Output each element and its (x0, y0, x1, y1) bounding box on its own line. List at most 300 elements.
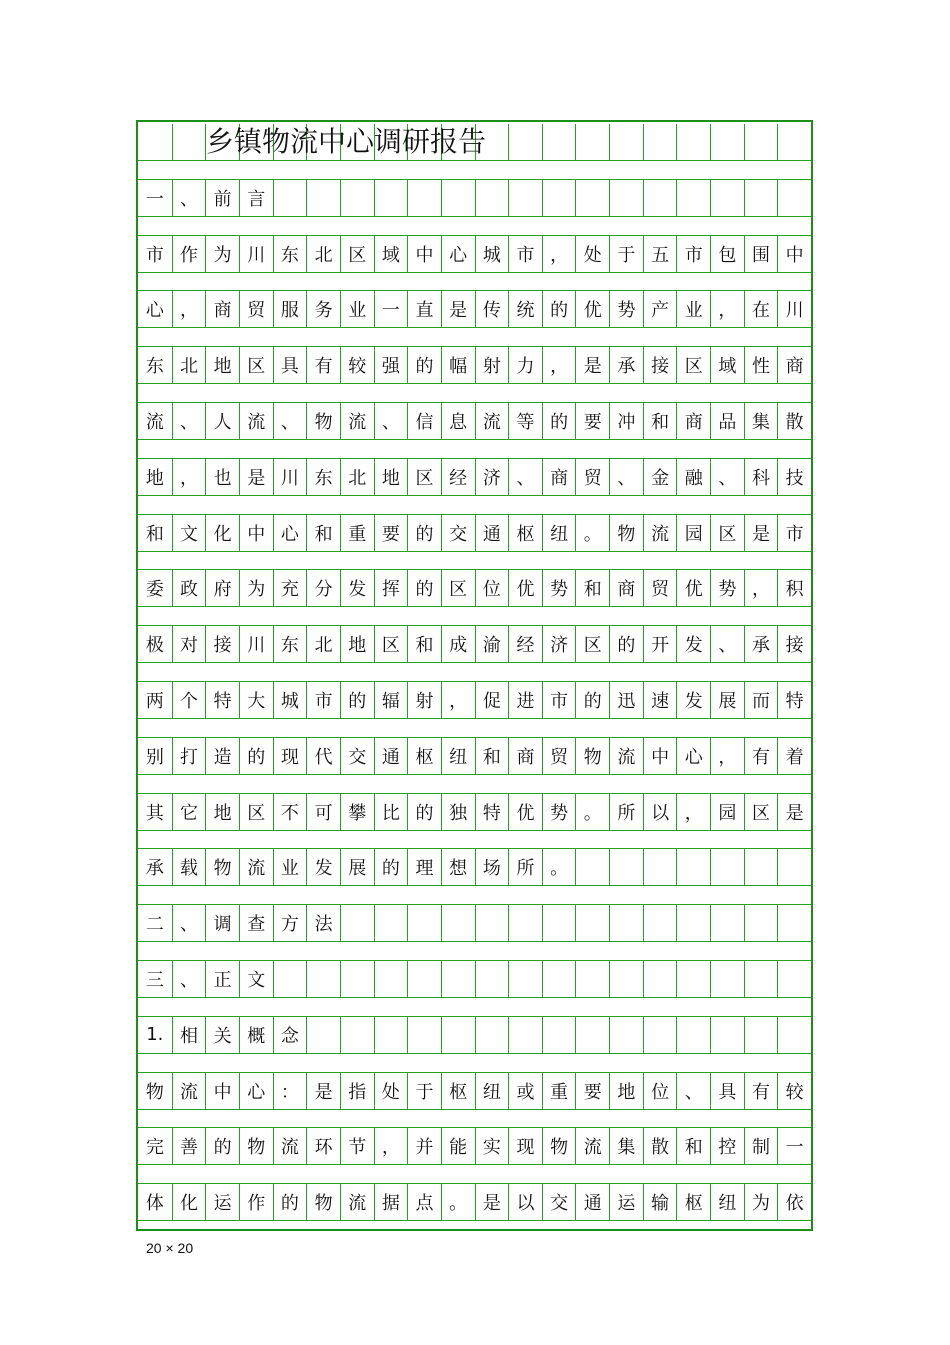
grid-cell: 区 (239, 794, 273, 830)
grid-cell: 依 (777, 1184, 811, 1220)
grid-cell: 贸 (239, 291, 273, 327)
grid-cell: 是 (306, 1073, 340, 1109)
grid-cell: 是 (239, 459, 273, 495)
grid-cell (306, 180, 340, 216)
grid-cell: 相 (172, 1017, 206, 1053)
grid-cell: 位 (643, 1073, 677, 1109)
grid-cell: 、 (172, 961, 206, 997)
grid-cell: 流 (145, 412, 164, 433)
grid-cell: 处 (374, 1073, 408, 1109)
grid-cell: 流 (340, 403, 374, 439)
grid-cell (777, 849, 811, 885)
text-row (138, 738, 811, 774)
grid-cell: 等 (508, 403, 542, 439)
grid-cell (710, 905, 744, 941)
grid-cell (340, 905, 374, 941)
grid-cell: 承 (609, 347, 643, 383)
grid-cell: 散 (777, 403, 811, 439)
grid-cell: 。 (441, 1184, 475, 1220)
grid-cell: 优 (508, 570, 542, 606)
grid-cell: 统 (508, 291, 542, 327)
grid-cell: 现 (273, 738, 307, 774)
grid-cell (710, 961, 744, 997)
grid-cell: 辐 (374, 682, 408, 718)
grid-cell (441, 1017, 475, 1053)
grid-cell: 优 (676, 570, 710, 606)
grid-cell: 输 (643, 1184, 677, 1220)
grid-cell: 力 (508, 347, 542, 383)
grid-cell (609, 124, 643, 160)
row-divider (138, 160, 811, 161)
grid-cell: 以 (508, 1184, 542, 1220)
grid-cell: 纽 (475, 1073, 509, 1109)
grid-cell: 能 (441, 1128, 475, 1164)
grid-cell (710, 124, 744, 160)
grid-cell (643, 1017, 677, 1053)
grid-cell: 分 (306, 570, 340, 606)
grid-cell: 所 (609, 794, 643, 830)
grid-cell: 射 (475, 347, 509, 383)
grid-cell: 的 (542, 403, 576, 439)
grid-cell: 交 (340, 738, 374, 774)
grid-cell: 物 (306, 403, 340, 439)
grid-cell: 查 (239, 905, 273, 941)
grid-cell: 东 (273, 626, 307, 662)
grid-cell: 化 (172, 1184, 206, 1220)
grid-cell (575, 1017, 609, 1053)
grid-cell (575, 961, 609, 997)
grid-cell: 完 (145, 1137, 164, 1159)
grid-cell: 理 (407, 849, 441, 885)
grid-cell: 要 (374, 515, 408, 551)
grid-cell: 传 (475, 291, 509, 327)
grid-cell: 充 (273, 570, 307, 606)
grid-cell: 枢 (407, 738, 441, 774)
grid-cell: 区 (710, 515, 744, 551)
grid-cell (643, 849, 677, 885)
grid-cell: ， (710, 738, 744, 774)
grid-cell: 区 (340, 236, 374, 272)
grid-cell: 强 (374, 347, 408, 383)
grid-cell: 运 (609, 1184, 643, 1220)
grid-cell (676, 180, 710, 216)
grid-cell: 势 (710, 570, 744, 606)
grid-cell: 的 (340, 682, 374, 718)
grid-cell: 有 (744, 1073, 778, 1109)
grid-cell: 集 (609, 1128, 643, 1164)
grid-cell: 一 (145, 188, 164, 210)
grid-cell: 载 (172, 849, 206, 885)
grid-cell: 重 (340, 515, 374, 551)
grid-cell (609, 180, 643, 216)
grid-cell: 心 (273, 515, 307, 551)
grid-cell: 政 (172, 570, 206, 606)
grid-cell: 北 (172, 347, 206, 383)
grid-cell: 地 (145, 467, 164, 489)
text-row (138, 236, 811, 272)
grid-cell: 势 (542, 794, 576, 830)
grid-cell: 集 (744, 403, 778, 439)
grid-cell (609, 1017, 643, 1053)
grid-cell: 的 (273, 1184, 307, 1220)
grid-cell: 它 (172, 794, 206, 830)
grid-cell: 而 (744, 682, 778, 718)
grid-cell: 流 (172, 1073, 206, 1109)
grid-cell: 想 (441, 849, 475, 885)
grid-cell: 北 (340, 459, 374, 495)
grid-cell: 迅 (609, 682, 643, 718)
grid-cell: 北 (306, 236, 340, 272)
grid-cell: 北 (306, 626, 340, 662)
grid-cell: 三 (145, 970, 164, 991)
grid-cell (374, 961, 408, 997)
grid-cell: 接 (643, 347, 677, 383)
grid-cell: 别 (145, 746, 164, 768)
grid-cell (407, 1017, 441, 1053)
grid-cell: 物 (145, 1081, 164, 1103)
grid-cell: 较 (777, 1073, 811, 1109)
grid-cell: 流 (239, 849, 273, 885)
row-divider (138, 1053, 811, 1054)
grid-cell (340, 1017, 374, 1053)
grid-cell (744, 124, 778, 160)
text-row (138, 403, 811, 439)
grid-cell: 接 (205, 626, 239, 662)
grid-cell: 商 (777, 347, 811, 383)
grid-cell: 较 (340, 347, 374, 383)
grid-cell: 流 (609, 738, 643, 774)
grid-cell: 方 (273, 905, 307, 941)
grid-cell: 通 (374, 738, 408, 774)
grid-cell: 物 (306, 1184, 340, 1220)
grid-cell: 在 (744, 291, 778, 327)
grid-cell: 一 (374, 291, 408, 327)
grid-cell (643, 905, 677, 941)
grid-cell: 业 (676, 291, 710, 327)
grid-cell: 物 (609, 515, 643, 551)
grid-cell: 直 (407, 291, 441, 327)
grid-cell: 也 (205, 459, 239, 495)
grid-cell: 正 (205, 961, 239, 997)
grid-cell (475, 180, 509, 216)
grid-cell (508, 124, 542, 160)
grid-cell: 品 (710, 403, 744, 439)
grid-cell: 于 (609, 236, 643, 272)
grid-cell: 发 (676, 682, 710, 718)
grid-cell (441, 905, 475, 941)
grid-cell: 纽 (542, 515, 576, 551)
grid-cell: 包 (710, 236, 744, 272)
grid-cell (441, 961, 475, 997)
grid-cell: 川 (239, 626, 273, 662)
grid-cell (744, 849, 778, 885)
grid-cell: 造 (205, 738, 239, 774)
grid-cell: 商 (609, 570, 643, 606)
row-divider (138, 774, 811, 775)
grid-cell: 地 (205, 347, 239, 383)
grid-cell: 积 (777, 570, 811, 606)
grid-cell (508, 1017, 542, 1053)
grid-cell: 开 (643, 626, 677, 662)
grid-cell: 具 (710, 1073, 744, 1109)
grid-cell: 冲 (609, 403, 643, 439)
grid-cell: 中 (777, 236, 811, 272)
grid-cell: 势 (542, 570, 576, 606)
grid-cell: 两 (145, 691, 164, 712)
grid-cell (609, 905, 643, 941)
grid-cell: 产 (643, 291, 677, 327)
grid-cell: 市 (306, 682, 340, 718)
grid-cell: 是 (744, 515, 778, 551)
grid-cell: 市 (542, 682, 576, 718)
grid-cell: 市 (145, 244, 164, 266)
grid-cell: 是 (475, 1184, 509, 1220)
grid-cell (777, 124, 811, 160)
row-divider (138, 272, 811, 273)
text-row (138, 682, 811, 718)
row-divider (138, 383, 811, 384)
grid-cell (542, 124, 576, 160)
grid-cell: 心 (441, 236, 475, 272)
text-row (138, 626, 811, 662)
grid-cell (542, 180, 576, 216)
grid-cell: 交 (441, 515, 475, 551)
grid-cell: 射 (407, 682, 441, 718)
grid-cell: 的 (542, 291, 576, 327)
grid-cell: 于 (407, 1073, 441, 1109)
grid-cell: ， (676, 794, 710, 830)
grid-cell: 所 (508, 849, 542, 885)
grid-cell: 市 (676, 236, 710, 272)
grid-cell (441, 180, 475, 216)
grid-cell: 节 (340, 1128, 374, 1164)
grid-cell: 。 (542, 849, 576, 885)
grid-cell: 和 (407, 626, 441, 662)
grid-cell: 园 (676, 515, 710, 551)
grid-cell: 不 (273, 794, 307, 830)
grid-cell: 性 (744, 347, 778, 383)
text-row (138, 515, 811, 551)
grid-cell: 信 (407, 403, 441, 439)
grid-cell: 是 (441, 291, 475, 327)
text-row (138, 347, 811, 383)
grid-cell: 言 (239, 180, 273, 216)
grid-cell: 成 (441, 626, 475, 662)
grid-cell: 区 (239, 347, 273, 383)
grid-cell: ， (710, 291, 744, 327)
grid-cell: 通 (575, 1184, 609, 1220)
grid-cell: 控 (710, 1128, 744, 1164)
grid-cell: 承 (744, 626, 778, 662)
grid-cell (710, 180, 744, 216)
row-divider (138, 551, 811, 552)
grid-cell: 点 (407, 1184, 441, 1220)
grid-cell: 文 (239, 961, 273, 997)
grid-cell: 处 (575, 236, 609, 272)
grid-cell: 独 (441, 794, 475, 830)
grid-cell: 散 (643, 1128, 677, 1164)
grid-cell: 展 (340, 849, 374, 885)
grid-cell: 。 (575, 515, 609, 551)
grid-cell: 、 (273, 403, 307, 439)
grid-cell (777, 1017, 811, 1053)
grid-cell: 区 (374, 626, 408, 662)
grid-cell (273, 180, 307, 216)
grid-cell: 打 (172, 738, 206, 774)
row-divider (138, 327, 811, 328)
grid-cell: 流 (239, 403, 273, 439)
grid-cell (777, 905, 811, 941)
grid-cell: ， (374, 1128, 408, 1164)
grid-cell: 商 (205, 291, 239, 327)
grid-cell: 市 (508, 236, 542, 272)
grid-cell (374, 1017, 408, 1053)
grid-cell: 法 (306, 905, 340, 941)
grid-cell: 和 (575, 570, 609, 606)
grid-cell: 和 (475, 738, 509, 774)
grid-cell: 接 (777, 626, 811, 662)
grid-cell: 的 (407, 794, 441, 830)
grid-cell: 。 (575, 794, 609, 830)
row-divider (138, 718, 811, 719)
grid-cell: 承 (145, 858, 164, 880)
text-row (138, 291, 811, 327)
grid-cell (777, 180, 811, 216)
grid-cell (306, 961, 340, 997)
grid-cell: 城 (475, 236, 509, 272)
grid-cell: 作 (172, 236, 206, 272)
text-row (138, 961, 811, 997)
grid-cell: 制 (744, 1128, 778, 1164)
grid-cell: 个 (172, 682, 206, 718)
grid-cell: ， (172, 291, 206, 327)
document-title: 乡镇物流中心调研报告 (206, 125, 487, 158)
grid-cell: 经 (441, 459, 475, 495)
grid-cell: 济 (475, 459, 509, 495)
grid-cell (508, 905, 542, 941)
grid-cell: 的 (374, 849, 408, 885)
row-divider (138, 1220, 811, 1221)
grid-cell: 攀 (340, 794, 374, 830)
grid-cell (609, 961, 643, 997)
grid-cell: 二 (145, 914, 164, 936)
grid-cell: 业 (340, 291, 374, 327)
grid-cell (744, 1017, 778, 1053)
grid-cell: 的 (407, 515, 441, 551)
grid-cell (306, 1017, 340, 1053)
grid-cell: 位 (475, 570, 509, 606)
grid-cell: 、 (172, 905, 206, 941)
grid-cell: 展 (710, 682, 744, 718)
grid-cell: 并 (407, 1128, 441, 1164)
grid-cell: 化 (205, 515, 239, 551)
grid-cell: 地 (609, 1073, 643, 1109)
grid-cell: 和 (306, 515, 340, 551)
grid-cell: 前 (205, 180, 239, 216)
grid-cell: 着 (777, 738, 811, 774)
grid-cell: 特 (475, 794, 509, 830)
grid-cell: 中 (239, 515, 273, 551)
grid-cell: 中 (407, 236, 441, 272)
grid-cell: ： (273, 1073, 307, 1109)
grid-cell (744, 961, 778, 997)
grid-cell: 为 (744, 1184, 778, 1220)
grid-cell: 要 (575, 1073, 609, 1109)
grid-cell: 文 (172, 515, 206, 551)
grid-cell: 物 (542, 1128, 576, 1164)
grid-cell: 挥 (374, 570, 408, 606)
grid-cell (508, 961, 542, 997)
grid-cell: 代 (306, 738, 340, 774)
row-divider (138, 1109, 811, 1110)
grid-cell: 东 (145, 356, 164, 378)
text-row (138, 180, 811, 216)
grid-cell: 贸 (542, 738, 576, 774)
grid-cell: 、 (609, 459, 643, 495)
grid-cell (710, 849, 744, 885)
text-row (138, 794, 811, 830)
grid-cell (575, 124, 609, 160)
grid-cell (744, 180, 778, 216)
grid-cell: 的 (407, 347, 441, 383)
grid-cell: 围 (744, 236, 778, 272)
text-row (138, 1184, 811, 1220)
row-divider (138, 495, 811, 496)
grid-cell (138, 124, 172, 160)
grid-cell (542, 905, 576, 941)
grid-cell: 域 (710, 347, 744, 383)
grid-cell: 流 (340, 1184, 374, 1220)
grid-cell: 流 (575, 1128, 609, 1164)
grid-cell: 优 (575, 291, 609, 327)
grid-cell: 贸 (643, 570, 677, 606)
grid-cell: 贸 (575, 459, 609, 495)
grid-cell: 体 (145, 1193, 164, 1215)
grid-cell: 有 (744, 738, 778, 774)
row-divider (138, 830, 811, 831)
grid-cell (676, 1017, 710, 1053)
grid-cell: 商 (676, 403, 710, 439)
grid-cell: 的 (205, 1128, 239, 1164)
grid-cell: 济 (542, 626, 576, 662)
grid-cell: ， (542, 236, 576, 272)
grid-cell: 极 (145, 635, 164, 657)
grid-cell: 务 (306, 291, 340, 327)
grid-cell (676, 124, 710, 160)
grid-cell: 地 (340, 626, 374, 662)
row-divider (138, 1164, 811, 1165)
grid-cell (340, 180, 374, 216)
grid-cell: 是 (777, 794, 811, 830)
grid-cell: 为 (239, 570, 273, 606)
grid-cell (643, 124, 677, 160)
grid-cell: 技 (777, 459, 811, 495)
grid-cell: 促 (475, 682, 509, 718)
grid-cell: 纽 (710, 1184, 744, 1220)
grid-cell (374, 180, 408, 216)
grid-cell: 的 (407, 570, 441, 606)
grid-cell: 流 (475, 403, 509, 439)
grid-cell (475, 905, 509, 941)
grid-cell (575, 849, 609, 885)
grid-cell: 中 (205, 1073, 239, 1109)
grid-cell: 城 (273, 682, 307, 718)
grid-cell: 可 (306, 794, 340, 830)
row-divider (138, 439, 811, 440)
grid-cell: 、 (676, 1073, 710, 1109)
grid-cell (340, 961, 374, 997)
grid-cell: 商 (508, 738, 542, 774)
